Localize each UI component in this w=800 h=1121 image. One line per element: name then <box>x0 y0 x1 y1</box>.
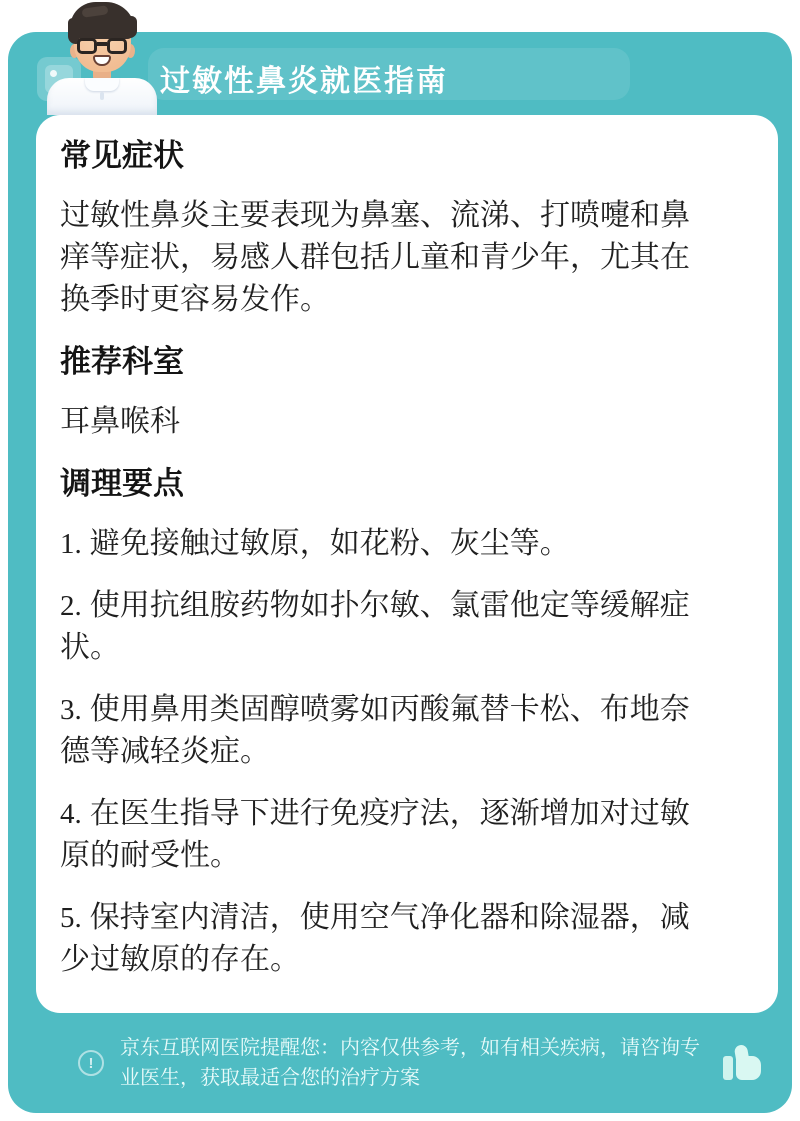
doctor-avatar <box>46 2 158 115</box>
list-item-number: 5. <box>60 902 82 934</box>
list-item <box>60 793 716 877</box>
list-item-number: 1. <box>60 528 82 560</box>
care-points-list <box>60 523 716 981</box>
list-item-number: 2. <box>60 590 82 622</box>
disclaimer-footer <box>8 1013 792 1113</box>
list-item <box>60 897 716 981</box>
thumbs-up-icon[interactable] <box>722 1044 762 1082</box>
list-item-number: 4. <box>60 798 82 830</box>
page-title: 过敏性鼻炎就医指南 <box>160 65 448 98</box>
disclaimer-text: 京东互联网医院提醒您：内容仅供参考，如有相关疾病，请咨询专业医生，获取最适合您的治疗方案 <box>120 1037 700 1089</box>
avatar-glasses-lens <box>77 38 97 54</box>
section-heading-department: 推荐科室 <box>60 344 184 379</box>
avatar-glasses-bridge <box>97 42 107 46</box>
list-item-text: 保持室内清洁，使用空气净化器和除湿器，减少过敏原的存在。 <box>60 901 690 976</box>
avatar-glasses <box>77 36 127 56</box>
section-heading-symptoms: 常见症状 <box>60 138 184 173</box>
list-item-text: 使用鼻用类固醇喷雾如丙酸氟替卡松、布地奈德等减轻炎症。 <box>60 693 690 768</box>
section-body-department: 耳鼻喉科 <box>60 405 180 438</box>
thumbs-up-hand <box>736 1056 761 1080</box>
list-item <box>60 689 716 773</box>
list-item <box>60 523 716 565</box>
list-item-text: 避免接触过敏原，如花粉、灰尘等。 <box>89 527 570 560</box>
avatar-glasses-lens <box>107 38 127 54</box>
thumbs-up-cuff <box>723 1056 733 1080</box>
list-item <box>60 585 716 669</box>
section-heading-care-points: 调理要点 <box>60 466 184 501</box>
content-card <box>36 115 778 1013</box>
section-body-symptoms: 过敏性鼻炎主要表现为鼻塞、流涕、打喷嚏和鼻痒等症状，易感人群包括儿童和青少年，尤其在换季时更容易发作。 <box>60 199 690 316</box>
list-item-number: 3. <box>60 694 82 726</box>
avatar-button <box>100 92 104 100</box>
main-panel <box>8 32 792 1113</box>
list-item-text: 在医生指导下进行免疫疗法，逐渐增加对过敏原的耐受性。 <box>60 797 690 872</box>
exclamation-circle-icon: ! <box>78 1050 104 1076</box>
list-item-text: 使用抗组胺药物如扑尔敏、氯雷他定等缓解症状。 <box>60 589 690 664</box>
avatar-collar <box>85 78 119 91</box>
